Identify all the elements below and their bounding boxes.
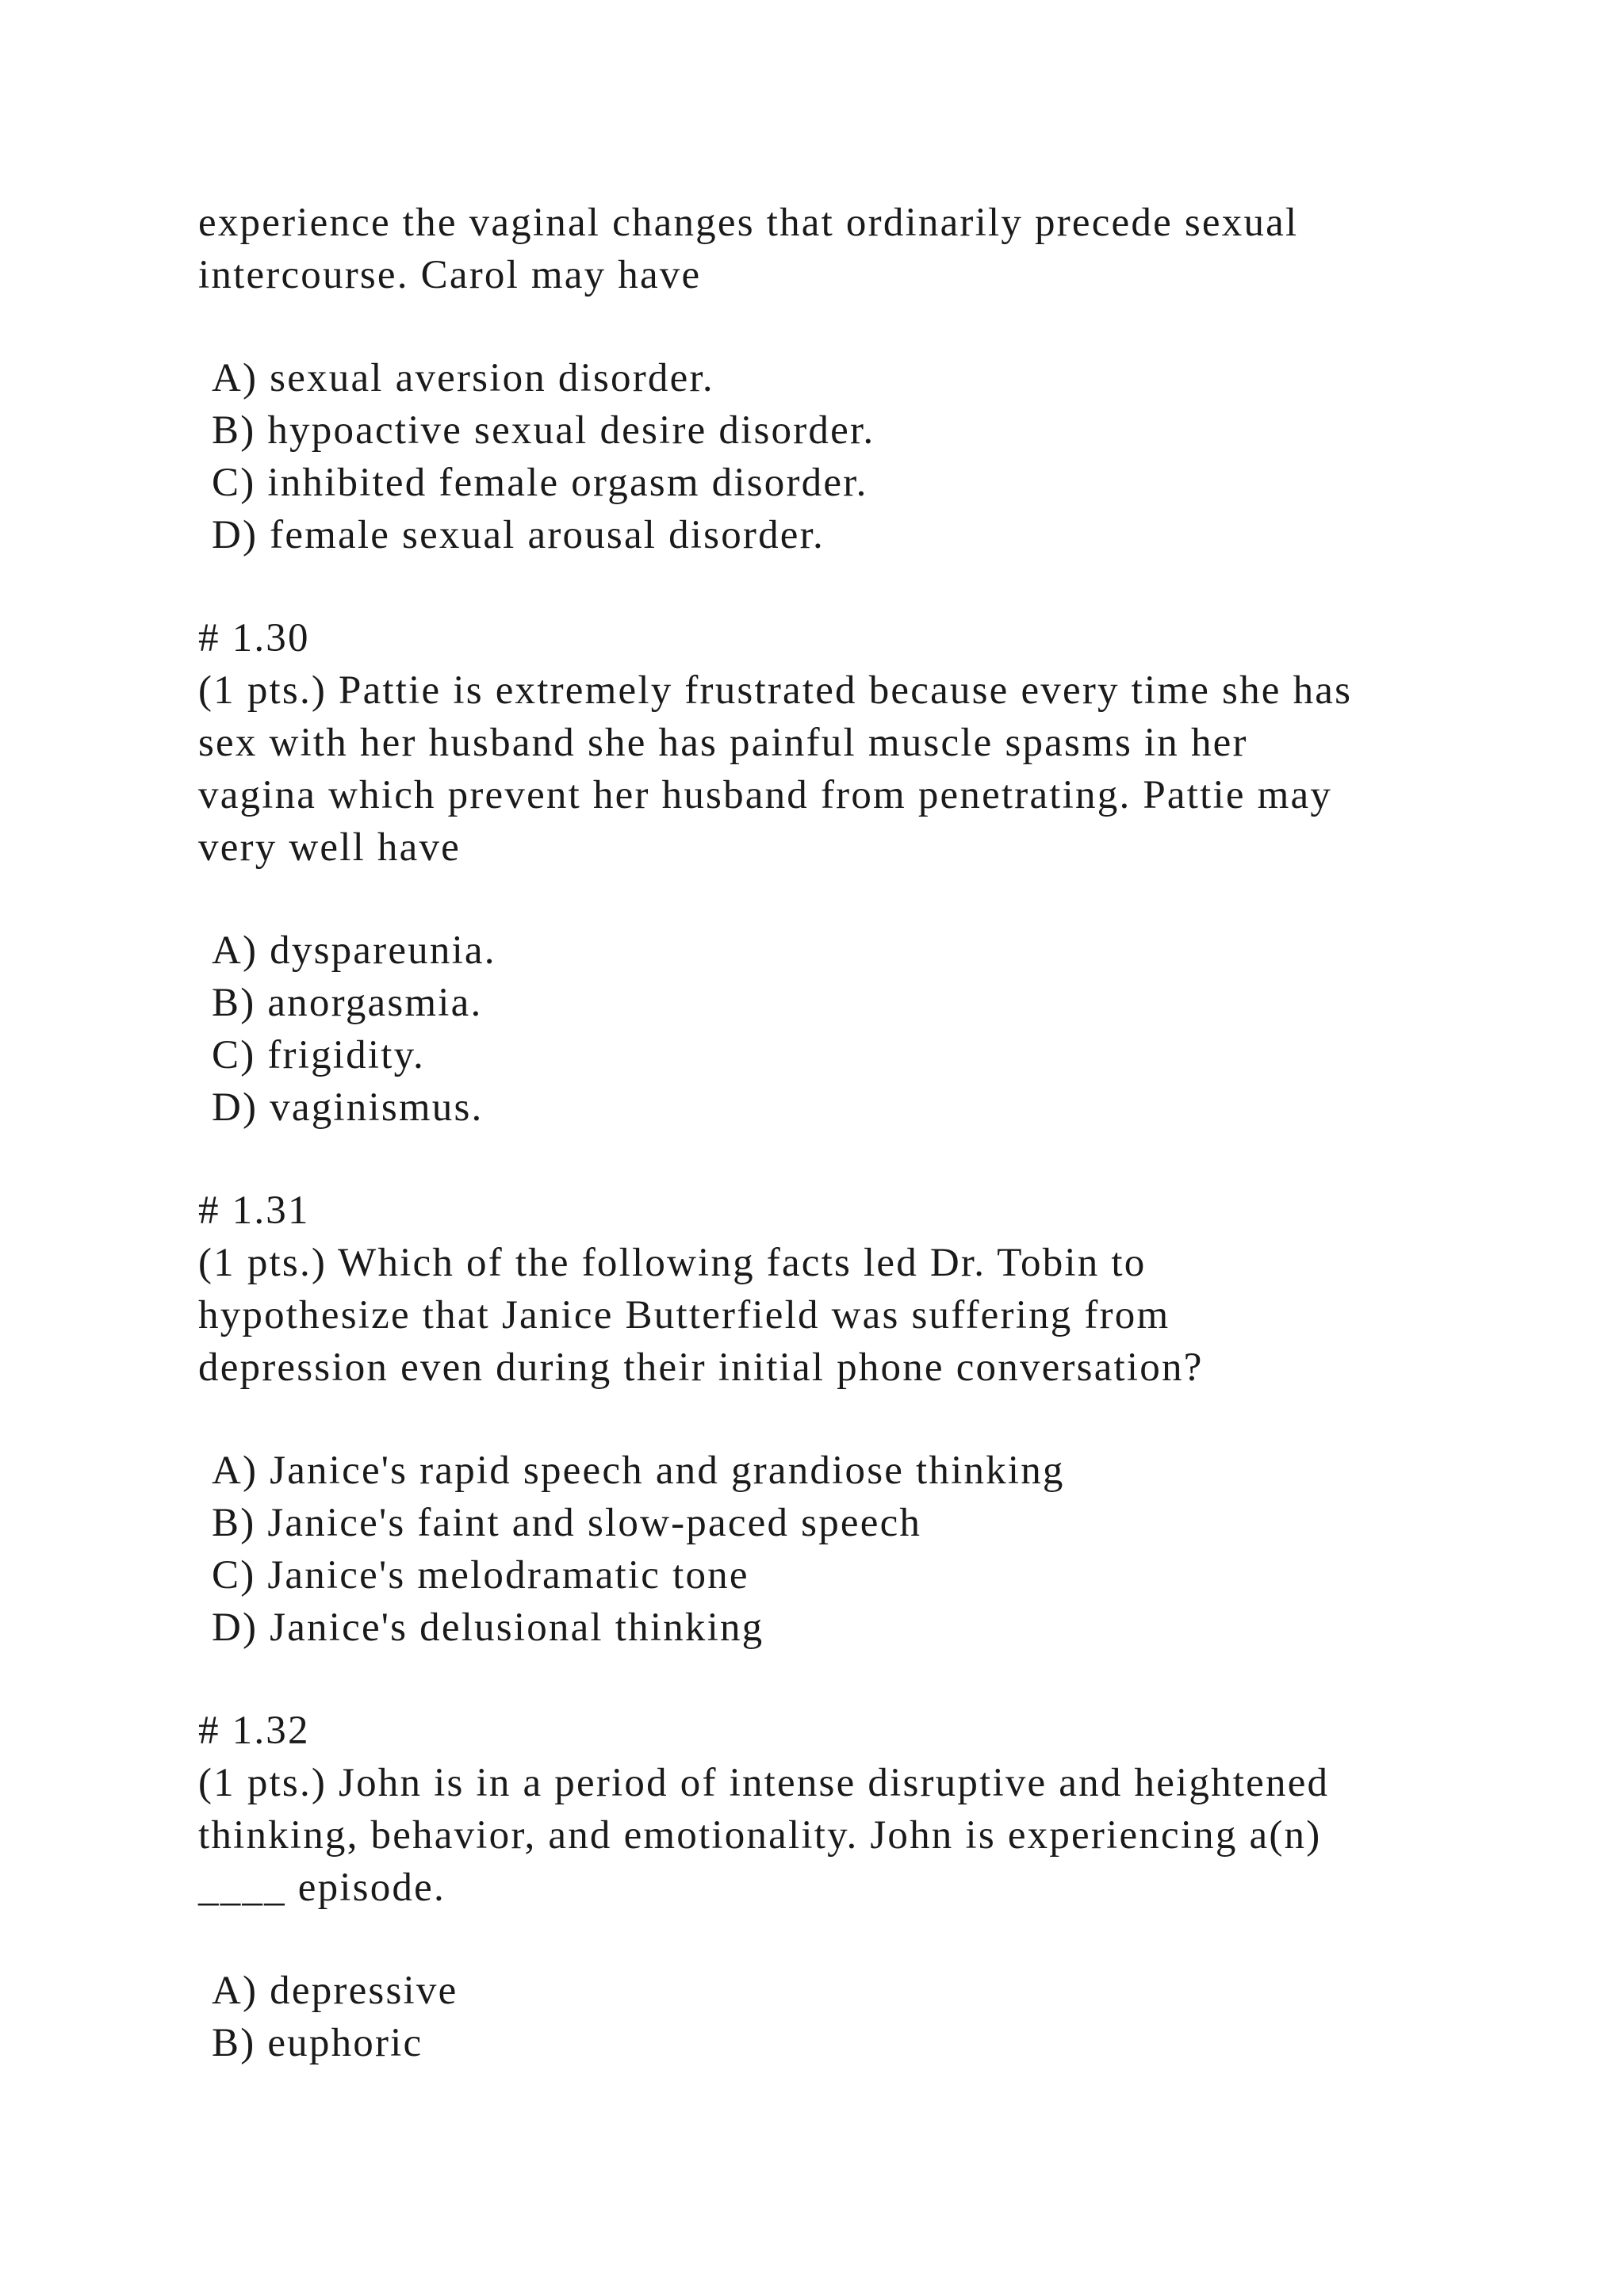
question-1-32 xyxy=(198,1705,1562,2069)
question-stem-line: thinking, behavior, and emotionality. John is experiencing a(n) xyxy=(198,1813,1322,1858)
answer-option-c: C) frigidity. xyxy=(212,1033,425,1077)
question-number: # 1.31 xyxy=(198,1188,310,1233)
answer-option-b: B) anorgasmia. xyxy=(212,981,483,1025)
document-page xyxy=(198,197,1562,2069)
question-1-30 xyxy=(198,612,1562,1134)
question-stem-line: vagina which prevent her husband from penetrating. Pattie may xyxy=(198,773,1333,817)
answer-option-a: A) sexual aversion disorder. xyxy=(212,356,714,400)
answer-option-b: B) Janice's faint and slow-paced speech xyxy=(212,1501,922,1545)
answer-option-c: C) Janice's melodramatic tone xyxy=(212,1553,749,1598)
question-1-31 xyxy=(198,1184,1562,1654)
question-number: # 1.32 xyxy=(198,1709,310,1753)
question-number: # 1.30 xyxy=(198,616,310,660)
answer-option-a: A) depressive xyxy=(212,1969,458,2013)
question-stem-line: (1 pts.) Pattie is extremely frustrated because every time she has xyxy=(198,668,1353,713)
question-stem-line: depression even during their initial phone conversation? xyxy=(198,1345,1204,1390)
answer-option-d: D) female sexual arousal disorder. xyxy=(212,513,825,557)
question-stem-line: very well have xyxy=(198,825,461,870)
question-stem-line: intercourse. Carol may have xyxy=(198,253,702,297)
question-stem-line: hypothesize that Janice Butterfield was suffering from xyxy=(198,1293,1170,1337)
answer-option-d: D) Janice's delusional thinking xyxy=(212,1605,764,1650)
question-stem-line: experience the vaginal changes that ordinarily precede sexual xyxy=(198,201,1299,245)
question-stem-line: (1 pts.) John is in a period of intense disruptive and heightened xyxy=(198,1761,1330,1805)
answer-option-b: B) euphoric xyxy=(212,2021,423,2065)
question-stem-line: sex with her husband she has painful muscle spasms in her xyxy=(198,721,1248,765)
question-continued xyxy=(198,197,1562,561)
answer-option-a: A) dyspareunia. xyxy=(212,928,496,973)
question-stem-line: ____ episode. xyxy=(198,1866,446,1910)
answer-option-c: C) inhibited female orgasm disorder. xyxy=(212,461,868,505)
answer-option-d: D) vaginismus. xyxy=(212,1085,484,1130)
answer-option-a: A) Janice's rapid speech and grandiose thinking xyxy=(212,1448,1065,1493)
question-stem-line: (1 pts.) Which of the following facts led Dr. Tobin to xyxy=(198,1241,1147,1285)
answer-option-b: B) hypoactive sexual desire disorder. xyxy=(212,408,875,453)
